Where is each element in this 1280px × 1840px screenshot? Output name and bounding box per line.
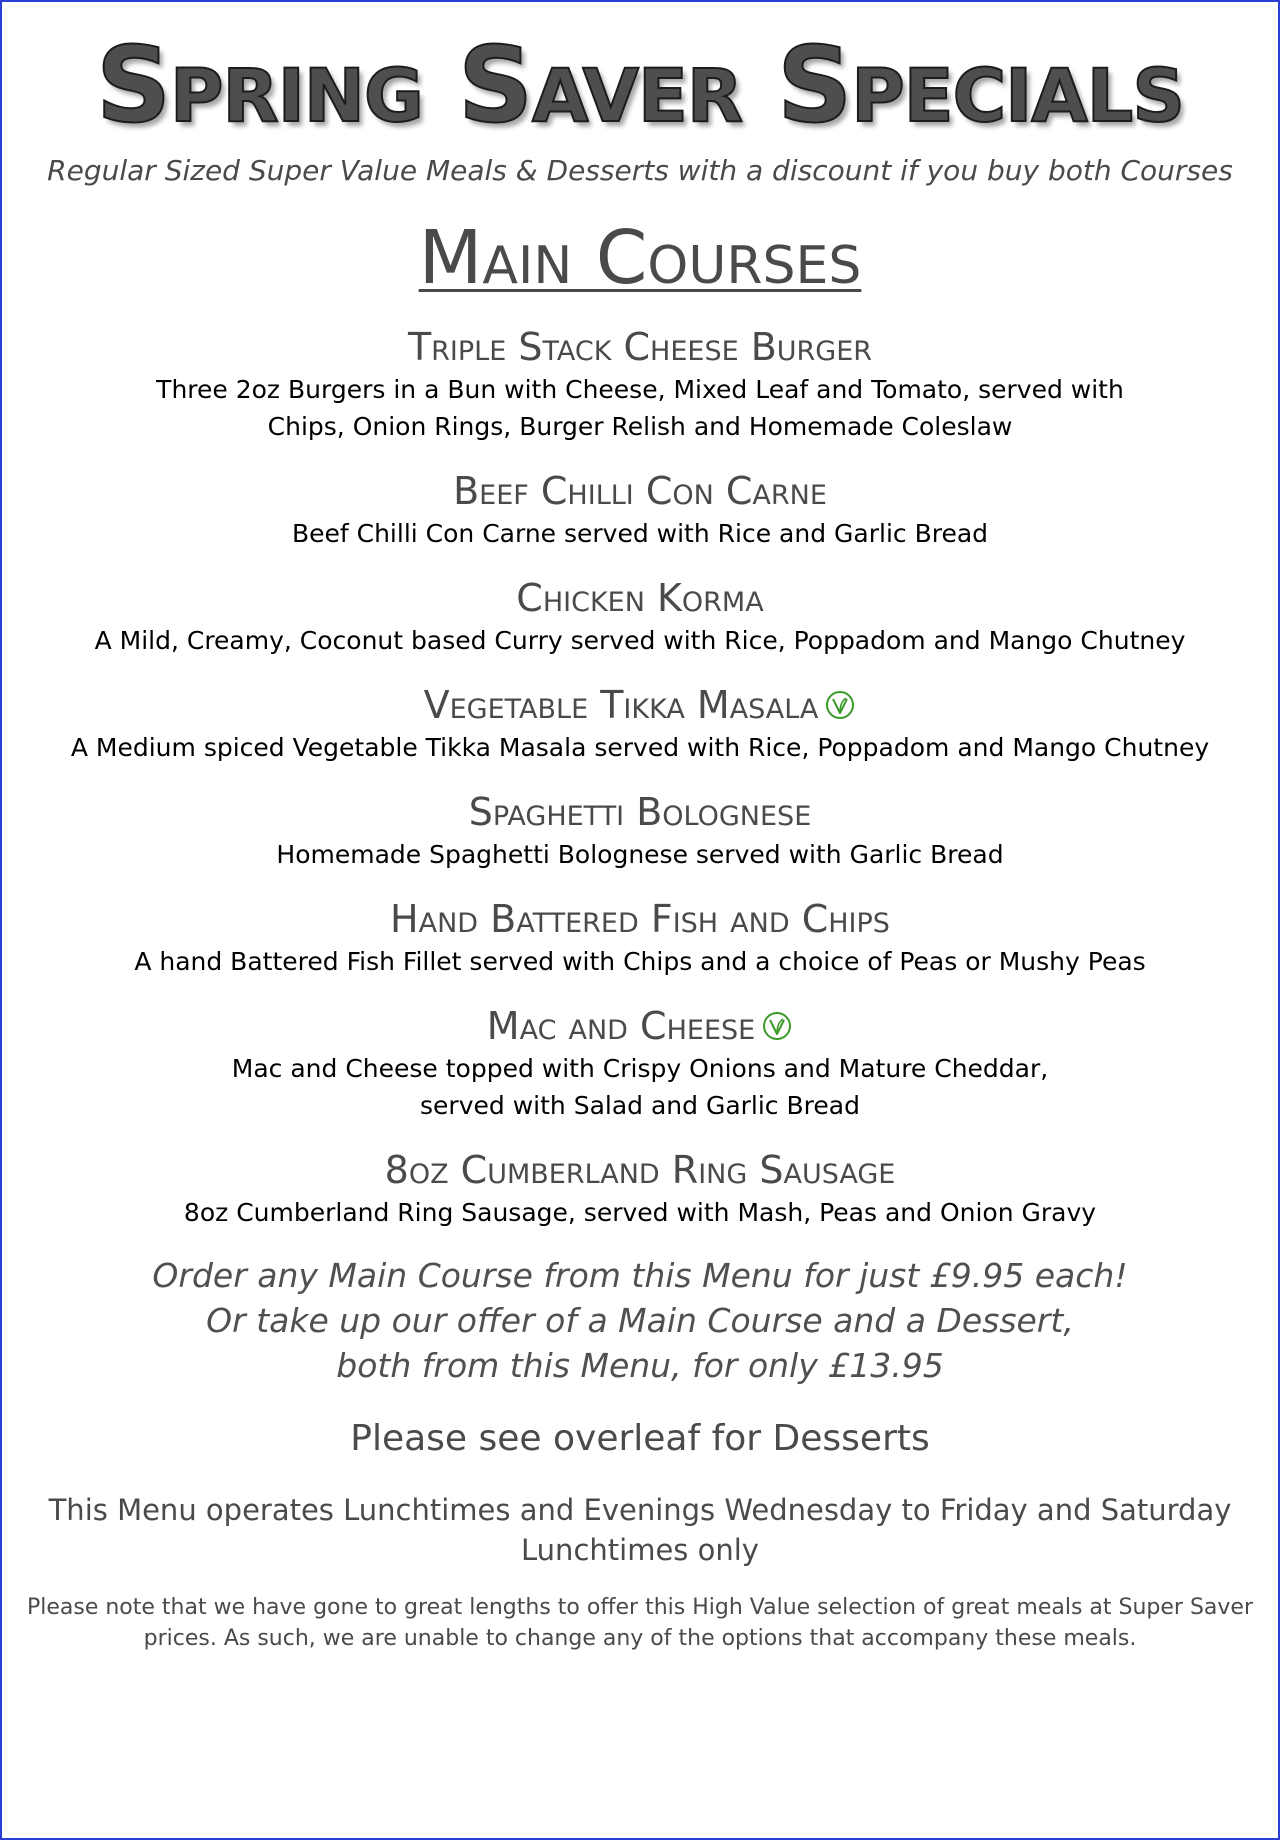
course-name: Spaghetti Bolognese bbox=[468, 790, 812, 834]
course-list bbox=[2, 323, 1278, 1231]
course-item bbox=[2, 467, 1278, 552]
course-description: Beef Chilli Con Carne served with Rice and Garlic Bread bbox=[291, 519, 989, 548]
course-name: Triple Stack Cheese Burger bbox=[407, 325, 873, 369]
course-item bbox=[2, 895, 1278, 980]
price-offer: Order any Main Course from this Menu for just £9.95 each! Or take up our offer of a Main Course and a Dessert, both from this Menu, for only £13.95 bbox=[152, 1256, 1128, 1385]
page-title: Spring Saver Specials bbox=[96, 24, 1184, 146]
course-item bbox=[2, 1146, 1278, 1231]
course-name: Chicken Korma bbox=[516, 576, 764, 620]
course-description: Three 2oz Burgers in a Bun with Cheese, Mixed Leaf and Tomato, served with Chips, Onion Rings, Burger Relish and Homemade Coleslaw bbox=[156, 375, 1124, 441]
course-name: Mac and Cheese bbox=[2, 1002, 1278, 1050]
vegetarian-leaf-icon bbox=[824, 689, 856, 721]
course-description: A hand Battered Fish Fillet served with Chips and a choice of Peas or Mushy Peas bbox=[134, 947, 1146, 976]
menu-hours: This Menu operates Lunchtimes and Evenings Wednesday to Friday and Saturday Lunchtimes only bbox=[48, 1493, 1232, 1567]
course-item bbox=[2, 788, 1278, 873]
course-name: Hand Battered Fish and Chips bbox=[390, 897, 890, 941]
course-description: A Medium spiced Vegetable Tikka Masala served with Rice, Poppadom and Mango Chutney bbox=[70, 733, 1210, 762]
course-item bbox=[2, 323, 1278, 445]
disclaimer-note: Please note that we have gone to great lengths to offer this High Value selection of great meals at Super Saver prices. As such, we are unable to change any of the options that accompany these meals. bbox=[26, 1595, 1254, 1651]
page-subtitle: Regular Sized Super Value Meals & Desserts with a discount if you buy both Courses bbox=[47, 154, 1233, 187]
course-item bbox=[2, 681, 1278, 766]
course-item bbox=[2, 574, 1278, 659]
course-item bbox=[2, 1002, 1278, 1124]
course-name: Vegetable Tikka Masala bbox=[2, 681, 1278, 729]
vegetarian-leaf-icon bbox=[761, 1010, 793, 1042]
course-name: Beef Chilli Con Carne bbox=[453, 469, 827, 513]
course-description: Mac and Cheese topped with Crispy Onions and Mature Cheddar, served with Salad and Garlic Bread bbox=[231, 1054, 1049, 1120]
overleaf-notice: Please see overleaf for Desserts bbox=[350, 1418, 930, 1459]
course-description: A Mild, Creamy, Coconut based Curry served with Rice, Poppadom and Mango Chutney bbox=[94, 626, 1186, 655]
section-heading-main-courses: Main Courses bbox=[418, 215, 862, 301]
course-name: 8oz Cumberland Ring Sausage bbox=[384, 1148, 896, 1192]
course-description: 8oz Cumberland Ring Sausage, served with Mash, Peas and Onion Gravy bbox=[183, 1198, 1097, 1227]
course-description: Homemade Spaghetti Bolognese served with Garlic Bread bbox=[276, 840, 1004, 869]
